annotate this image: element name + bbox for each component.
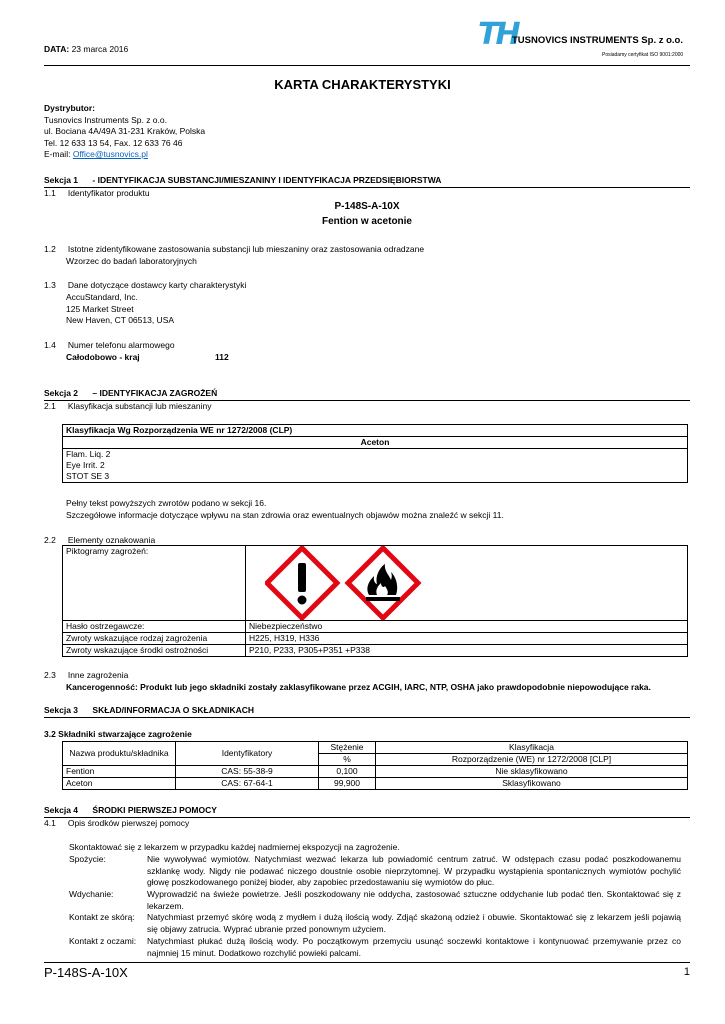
classification-substance: Aceton [63, 437, 688, 449]
distributor-line: Tusnovics Instruments Sp. z o.o. [44, 114, 167, 125]
classification-header: Klasyfikacja Wg Rozporządzenia WE nr 1272/2008 (CLP) [63, 425, 688, 437]
exclamation-mark-icon [265, 548, 337, 618]
precaution-statements-label: Zwroty wskazujące środki ostrożności [63, 645, 246, 657]
supplier-address: AccuStandard, Inc. 125 Market Street New Haven, CT 06513, USA [66, 292, 175, 325]
section-3-heading: Sekcja 3 SKŁAD/INFORMACJA O SKŁADNIKACH [44, 705, 255, 715]
label-elements-table [62, 545, 688, 657]
distributor-line: Tel. 12 633 13 54, Fax. 12 633 76 46 [44, 137, 183, 148]
header-divider [44, 65, 690, 66]
ghs-pictograms [265, 546, 425, 620]
classification-note: Pełny tekst powyższych zwrotów podano w sekcji 16. [66, 498, 267, 508]
carcinogenicity-statement: Kancerogenność: Produkt lub jego składniki zostały zaklasyfikowane przez ACGIH, IARC, NTP, OSHA jako prawdopodobnie niepowodujące raka. [66, 682, 651, 692]
signal-word-value: Niebezpieczeństwo [246, 621, 688, 633]
document-title: KARTA CHARAKTERYSTYKI [274, 77, 451, 92]
subsection-3-2: 3.2 Składniki stwarzające zagrożenie [44, 729, 192, 739]
hazard-statements-value: H225, H319, H336 [246, 633, 688, 645]
footer-doc-code: P-148S-A-10X [44, 965, 128, 980]
subsection-2-2: 2.2 Elementy oznakowania [44, 535, 156, 545]
email-link[interactable]: Office@tusnovics.pl [72, 149, 148, 159]
ingredients-table [62, 741, 688, 790]
pictograms-label: Piktogramy zagrożeń: [63, 546, 246, 621]
footer-divider [44, 962, 690, 963]
section-2-heading: Sekcja 2 – IDENTYFIKACJA ZAGROŻEŃ [44, 388, 218, 398]
subsection-2-3: 2.3 Inne zagrożenia [44, 670, 129, 680]
distributor-block [44, 103, 205, 161]
precaution-statements-value: P210, P233, P305+P351 +P338 [246, 645, 688, 657]
table-row: Fention CAS: 55-38-9 0,100 Nie sklasyfikowano [63, 766, 688, 778]
emergency-label: Całodobowo - kraj [66, 352, 140, 362]
table-row: Aceton CAS: 67-64-1 99,900 Sklasyfikowano [63, 778, 688, 790]
section-4-heading: Sekcja 4 ŚRODKI PIERWSZEJ POMOCY [44, 805, 217, 815]
intended-use: Wzorzec do badań laboratoryjnych [66, 256, 197, 266]
document-date: DATA: 23 marca 2016 [44, 44, 129, 54]
emergency-number: 112 [215, 352, 229, 362]
subsection-4-1: 4.1 Opis środków pierwszej pomocy [44, 818, 190, 828]
hazard-statements-label: Zwroty wskazujące rodzaj zagrożenia [63, 633, 246, 645]
distributor-label: Dystrybutor: [44, 103, 96, 113]
distributor-email: E-mail: Office@tusnovics.pl [44, 149, 148, 159]
product-code: P-148S-A-10X [334, 201, 400, 212]
pictograms-cell [246, 546, 688, 621]
subsection-1-3: 1.3 Dane dotyczące dostawcy karty charakterystyki [44, 280, 247, 290]
logo-mark: TH [478, 17, 518, 52]
col-concentration-header: Stężenie [319, 742, 376, 754]
section-3-divider [44, 717, 690, 718]
company-logo [478, 17, 690, 63]
first-aid-intro: Skontaktować się z lekarzem w przypadku każdej nadmiernej ekspozycji na zagrożenie. [69, 842, 400, 852]
product-name: Fention w acetonie [321, 216, 412, 227]
col-classification-subheader: Rozporządzenie (WE) nr 1272/2008 [CLP] [376, 754, 688, 766]
page-number: 1 [683, 966, 690, 978]
classification-note: Szczegółowe informacje dotyczące wpływu na stan zdrowia oraz ewentualnych objawów można znaleźć w sekcji 11. [66, 510, 504, 520]
section-1-heading: Sekcja 1 - IDENTYFIKACJA SUBSTANCJI/MIESZANINY I IDENTYFIKACJA PRZEDSIĘBIORSTWA [44, 175, 442, 185]
flame-icon [348, 548, 418, 618]
col-identifiers-header: Identyfikatory [176, 742, 319, 766]
col-classification-header: Klasyfikacja [376, 742, 688, 754]
classification-table [62, 424, 688, 483]
distributor-line: ul. Bociana 4A/49A 31-231 Kraków, Polska [44, 126, 206, 136]
col-name-header: Nazwa produktu/składnika [63, 742, 176, 766]
signal-word-label: Hasło ostrzegawcze: [63, 621, 246, 633]
subsection-2-1: 2.1 Klasyfikacja substancji lub mieszaniny [44, 401, 212, 411]
company-name: TUSNOVICS INSTRUMENTS Sp. z o.o. [512, 35, 684, 46]
col-concentration-unit: % [319, 754, 376, 766]
classification-entries: Flam. Liq. 2 Eye Irrit. 2 STOT SE 3 [63, 449, 688, 483]
subsection-1-1: 1.1 Identyfikator produktu [44, 188, 150, 198]
subsection-1-4: 1.4 Numer telefonu alarmowego [44, 340, 175, 350]
subsection-1-2: 1.2 Istotne zidentyfikowane zastosowania substancji lub mieszaniny oraz zastosowania odradzane [44, 244, 425, 254]
iso-certificate: Posiadamy certyfikat ISO 9001:2000 [602, 52, 684, 58]
